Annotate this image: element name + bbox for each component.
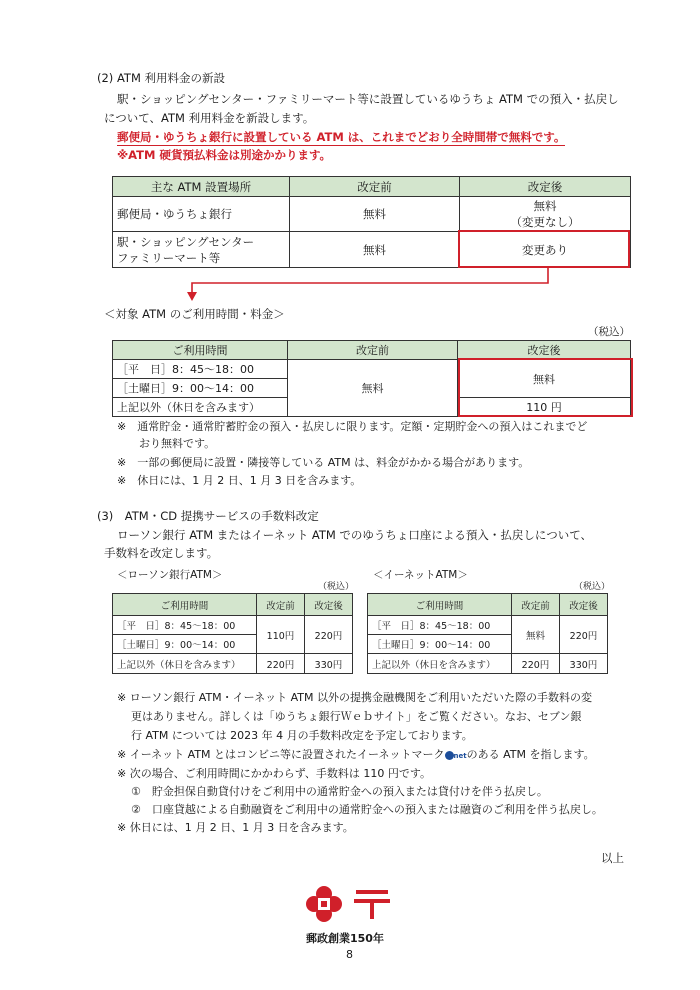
s3-note-1: ※ ローソン銀行 ATM・イーネット ATM 以外の提携金融機関をご利用いただいた際の手数料の変 xyxy=(117,691,592,704)
free-notice-line: 郵便局・ゆうちょ銀行に設置している ATM は、これまでどおり全時間帯で無料です。 xyxy=(117,130,566,144)
section2-body-line2: について、ATM 利用料金を新設します。 xyxy=(104,111,315,125)
lawson-before-weekday: 110円 xyxy=(257,616,305,654)
lawson-header-time: ご利用時間 xyxy=(113,594,257,616)
header-location: 主な ATM 設置場所 xyxy=(113,177,290,197)
japan-post-150-logo-icon xyxy=(304,884,404,924)
enet-row-saturday: ［土曜日］9：00～14：00 xyxy=(368,635,512,654)
lawson-row-saturday: ［土曜日］9：00～14：00 xyxy=(113,635,257,654)
row2-place: 駅・ショッピングセンター ファミリーマート等 xyxy=(113,232,290,268)
footer-logo-text: 郵政創業150年 xyxy=(306,932,384,945)
row2-after: 変更あり xyxy=(460,232,631,268)
enet-fee-table xyxy=(367,593,608,674)
enet-header-after: 改定後 xyxy=(560,594,608,616)
enet-before-other: 220円 xyxy=(512,654,560,674)
enet-row-other: 上記以外（休日を含みます） xyxy=(368,654,512,674)
lawson-row-weekday: ［平 日］8：45～18：00 xyxy=(113,616,257,635)
lawson-row-other: 上記以外（休日を含みます） xyxy=(113,654,257,674)
lawson-after-other: 330円 xyxy=(305,654,353,674)
enet-row-weekday: ［平 日］8：45～18：00 xyxy=(368,616,512,635)
fee-after-other: 110 円 xyxy=(458,398,631,417)
fee-change-highlight-box xyxy=(458,358,633,417)
row1-place: 郵便局・ゆうちょ銀行 xyxy=(113,197,290,232)
enet-tax-note: （税込） xyxy=(574,582,611,592)
s3-note-1-cont1: 更はありません。詳しくは「ゆうちょ銀行Ｗｅｂサイト」をご覧ください。なお、セブン銀 xyxy=(131,710,582,723)
coin-fee-notice: ※ATM 硬貨預払料金は別途かかります。 xyxy=(117,148,332,162)
lawson-header-before: 改定前 xyxy=(257,594,305,616)
s3-note-3: ※ 次の場合、ご利用時間にかかわらず、手数料は 110 円です。 xyxy=(117,767,431,780)
fee-after-weekday: 無料 xyxy=(458,360,631,398)
target-atm-heading: ＜対象 ATM のご利用時間・料金＞ xyxy=(104,307,285,321)
enet-header-time: ご利用時間 xyxy=(368,594,512,616)
s3-note-1-cont2: 行 ATM については 2023 年 4 月の手数料改定を予定しております。 xyxy=(131,729,473,742)
row2-before: 無料 xyxy=(290,232,460,268)
note-3: ※ 休日には、1 月 2 日、1 月 3 日を含みます。 xyxy=(117,474,362,487)
enet-mark-icon: net xyxy=(445,749,467,762)
note-1: ※ 通常貯金・通常貯蓄貯金の預入・払戻しに限ります。定額・定期貯金への預入はこれまでど xyxy=(117,420,588,433)
row1-before: 無料 xyxy=(290,197,460,232)
enet-before-weekday: 無料 xyxy=(512,616,560,654)
note-2: ※ 一部の郵便局に設置・隣接等している ATM は、料金がかかる場合があります。 xyxy=(117,456,530,469)
lawson-after-weekday: 220円 xyxy=(305,616,353,654)
enet-after-other: 330円 xyxy=(560,654,608,674)
section2-body-line1: 駅・ショッピングセンター・ファミリーマート等に設置しているゆうちょ ATM での預入・払戻し xyxy=(117,92,619,106)
s3-note-3-item1: ① 貯金担保自動貸付けをご利用中の通常貯金への預入または貸付けを伴う払戻し。 xyxy=(131,785,548,798)
page-number: 8 xyxy=(346,948,353,961)
fee-row-weekday: ［平 日］8：45～18：00 xyxy=(113,360,288,379)
header-after: 改定後 xyxy=(460,177,631,197)
section3-heading: (3) ATM・CD 提携サービスの手数料改定 xyxy=(97,509,319,523)
lawson-header-after: 改定後 xyxy=(305,594,353,616)
section2-heading: (2) ATM 利用料金の新設 xyxy=(97,71,226,85)
fee-header-before: 改定前 xyxy=(288,341,458,360)
lawson-tax-note: （税込） xyxy=(318,582,355,592)
enet-title: ＜イーネットATM＞ xyxy=(373,569,468,581)
row1-after: 無料 （変更なし） xyxy=(460,197,631,232)
fee-row-saturday: ［土曜日］9：00～14：00 xyxy=(113,379,288,398)
s3-note-4: ※ 休日には、1 月 2 日、1 月 3 日を含みます。 xyxy=(117,821,354,834)
lawson-before-other: 220円 xyxy=(257,654,305,674)
fee-before-all: 無料 xyxy=(288,360,458,417)
header-before: 改定前 xyxy=(290,177,460,197)
fee-row-other: 上記以外（休日を含みます） xyxy=(113,398,288,417)
section3-body-line1: ローソン銀行 ATM またはイーネット ATM でのゆうちょ口座による預入・払戻しについて、 xyxy=(117,528,592,542)
fee-header-time: ご利用時間 xyxy=(113,341,288,360)
closing-text: 以上 xyxy=(601,851,624,865)
enet-after-weekday: 220円 xyxy=(560,616,608,654)
enet-header-before: 改定前 xyxy=(512,594,560,616)
tax-included-note: （税込） xyxy=(588,326,630,338)
fee-header-after: 改定後 xyxy=(458,341,631,360)
connector-arrow xyxy=(0,0,700,330)
lawson-fee-table xyxy=(112,593,353,674)
section3-body-line2: 手数料を改定します。 xyxy=(104,546,219,560)
note-1-cont: おり無料です。 xyxy=(139,437,216,450)
lawson-title: ＜ローソン銀行ATM＞ xyxy=(117,569,223,581)
s3-note-2: ※ イーネット ATM とはコンビニ等に設置されたイーネットマーク netのある ATM を指します。 xyxy=(117,748,595,761)
s3-note-3-item2: ② 口座貸越による自動融資をご利用中の通常貯金への預入または融資のご利用を伴う払戻し。 xyxy=(131,803,603,816)
